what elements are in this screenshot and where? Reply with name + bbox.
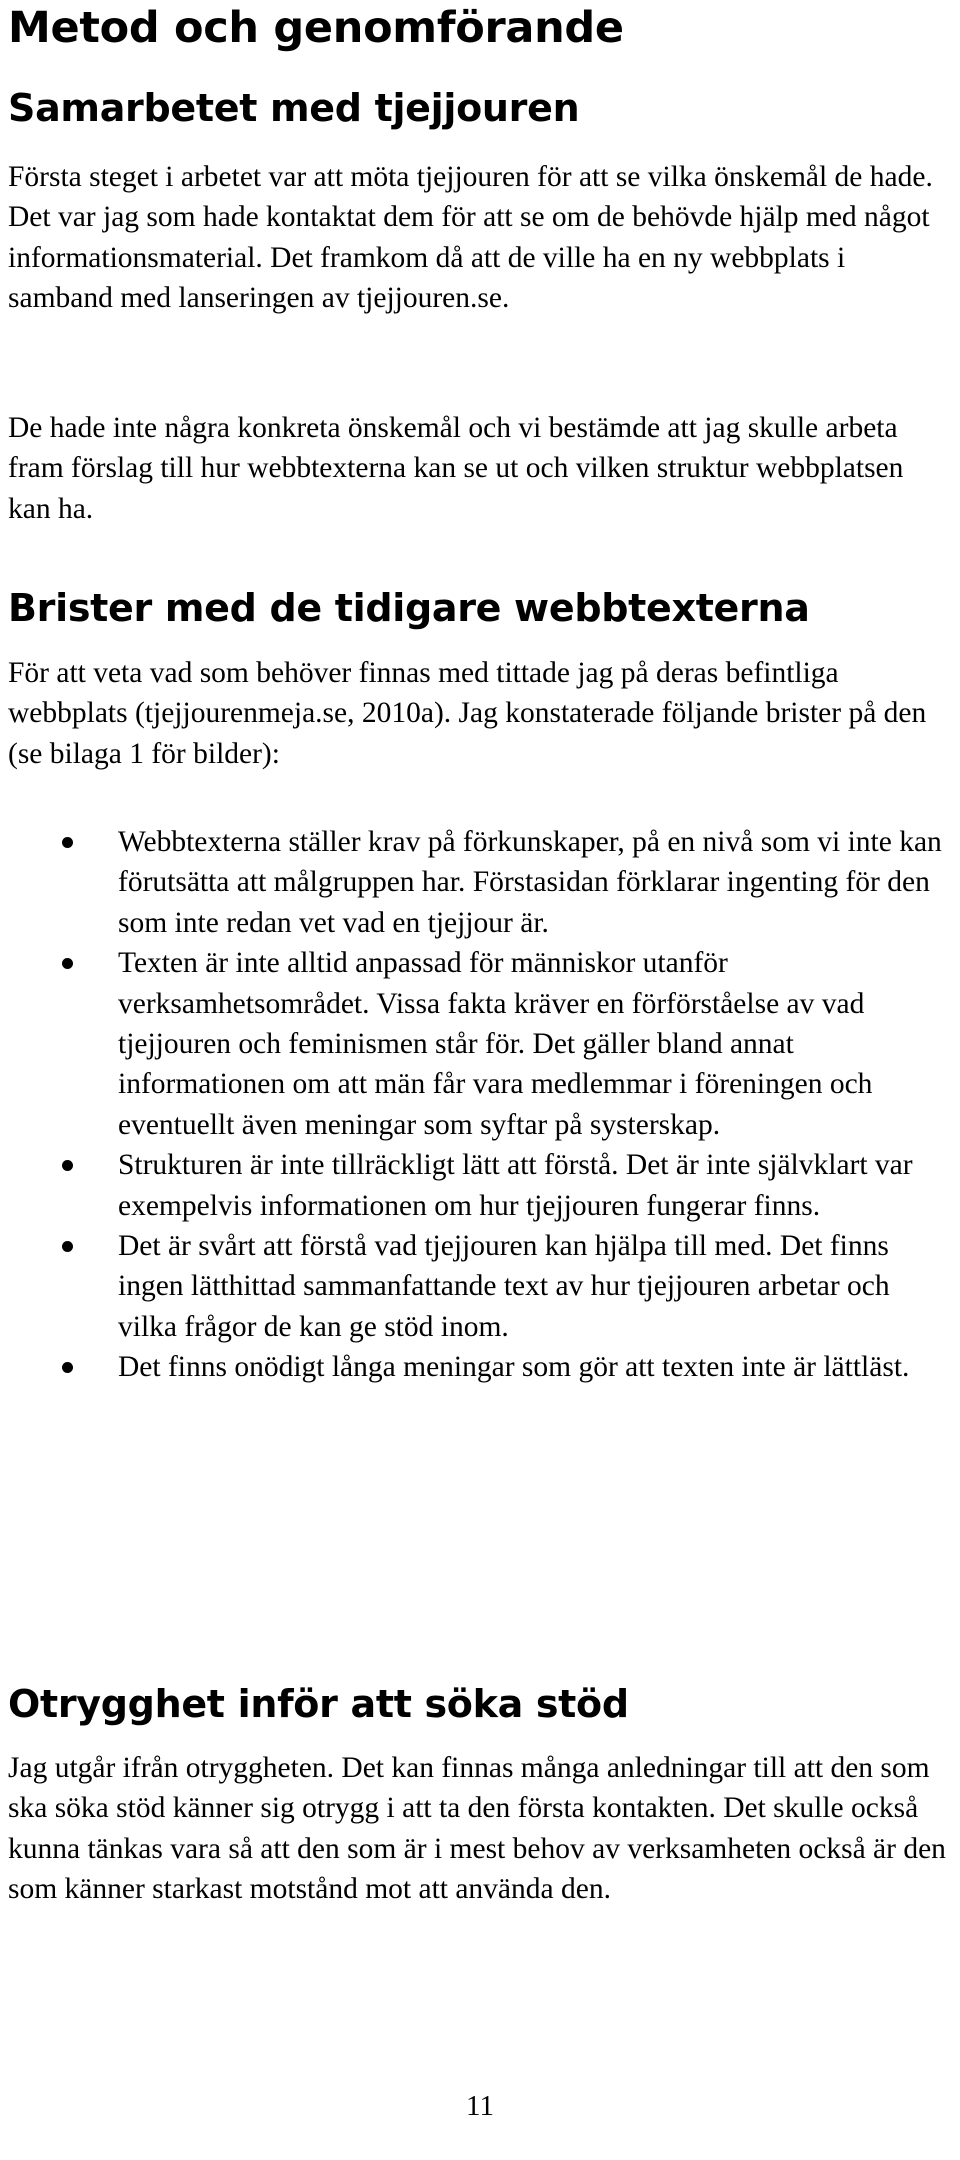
paragraph: Första steget i arbetet var att möta tjejjouren för att se vilka önskemål de hade. Det var jag som hade kontaktat dem för att se om de behövde hjälp med något informationsmaterial. Det framkom då att de ville ha en ny webbplats i samband med lanseringen av tjejjouren.se. xyxy=(8,161,933,315)
bullet-icon xyxy=(62,1241,73,1252)
bullet-list xyxy=(8,822,952,1388)
list-item xyxy=(8,1226,952,1347)
section-heading-otrygghet: Otrygghet inför att söka stöd xyxy=(8,1682,629,1726)
bullet-icon xyxy=(62,1160,73,1171)
list-item-text: Webbtexterna ställer krav på förkunskaper, på en nivå som vi inte kan förutsätta att målgruppen har. Förstasidan förklarar ingenting för den som inte redan vet vad en tjejjour är. xyxy=(118,826,942,939)
bullet-icon xyxy=(62,837,73,848)
page-title: Metod och genomförande xyxy=(8,3,624,53)
list-item-text: Det är svårt att förstå vad tjejjouren kan hjälpa till med. Det finns ingen lätthittad sammanfattande text av hur tjejjouren arbetar och vilka frågor de kan ge stöd inom. xyxy=(118,1230,890,1343)
bullet-icon xyxy=(62,958,73,969)
list-item xyxy=(8,943,952,1145)
list-item-text: Det finns onödigt långa meningar som gör att texten inte är lättläst. xyxy=(118,1351,910,1384)
section-heading-brister: Brister med de tidigare webbtexterna xyxy=(8,586,810,630)
document-page xyxy=(8,0,952,2160)
section-heading-samarbetet: Samarbetet med tjejjouren xyxy=(8,86,580,130)
bullet-icon xyxy=(62,1362,73,1373)
paragraph: För att veta vad som behöver finnas med tittade jag på deras befintliga webbplats (tjejjourenmeja.se, 2010a). Jag konstaterade följande brister på den (se bilaga 1 för bilder): xyxy=(8,657,927,770)
list-item-text: Strukturen är inte tillräckligt lätt att förstå. Det är inte självklart var exempelvis informationen om hur tjejjouren fungerar finns. xyxy=(118,1149,913,1222)
paragraph: De hade inte några konkreta önskemål och vi bestämde att jag skulle arbeta fram förslag till hur webbtexterna kan se ut och vilken struktur webbplatsen kan ha. xyxy=(8,412,904,525)
list-item-text: Texten är inte alltid anpassad för människor utanför verksamhetsområdet. Vissa fakta kräver en förförståelse av vad tjejjouren och feminismen står för. Det gäller bland annat informationen om att män får vara medlemmar i föreningen och eventuellt även meningar som syftar på systerskap. xyxy=(118,947,873,1141)
list-item xyxy=(8,1347,952,1387)
paragraph: Jag utgår ifrån otryggheten. Det kan finnas många anledningar till att den som ska söka stöd känner sig otrygg i att ta den första kontakten. Det skulle också kunna tänkas vara så att den som är i mest behov av verksamheten också är den som känner starkast motstånd mot att använda den. xyxy=(8,1752,946,1906)
page-number: 11 xyxy=(466,2090,494,2122)
list-item xyxy=(8,1145,952,1226)
list-item xyxy=(8,822,952,943)
